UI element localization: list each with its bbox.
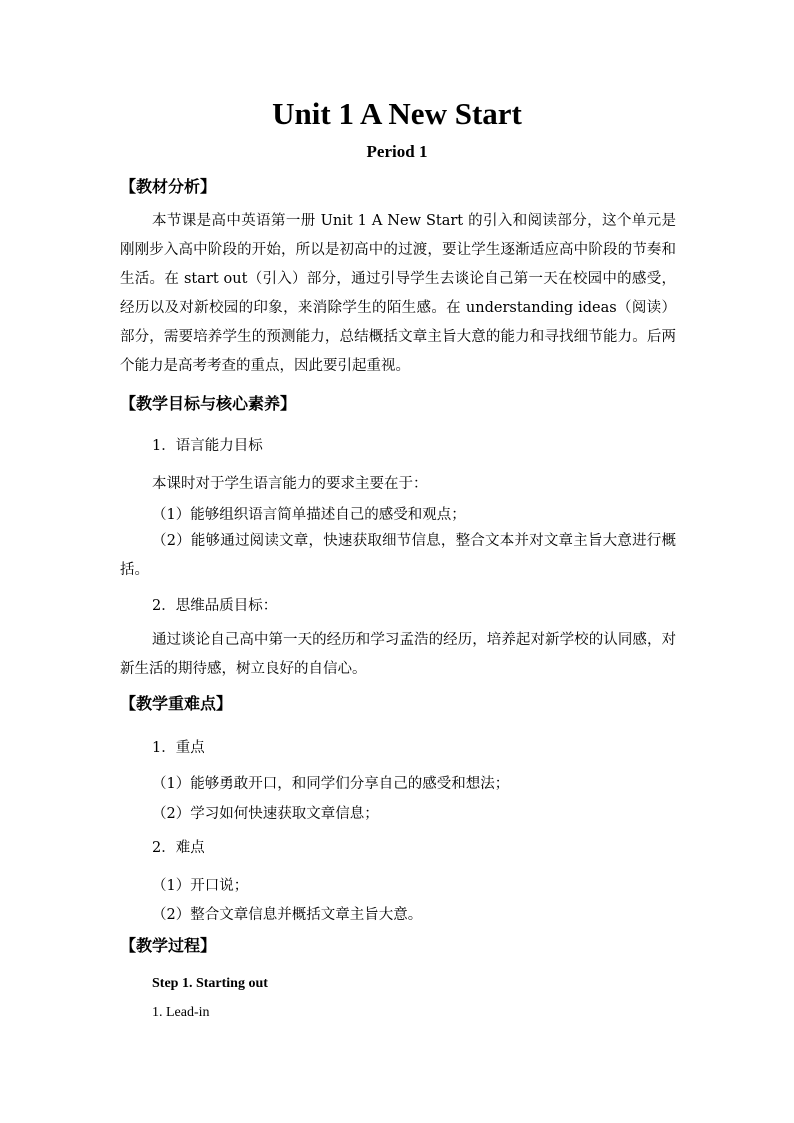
goal2-paragraph: 通过谈论自己高中第一天的经历和学习孟浩的经历，培养起对新学校的认同感，对新生活的期待感，树立良好的自信心。 — [120, 632, 676, 677]
step-1-subitem: 1. Lead-in — [152, 1005, 210, 1020]
goal1-title: 1．语言能力目标 — [152, 438, 263, 454]
goal1-intro: 本课时对于学生语言能力的要求主要在于： — [152, 476, 428, 492]
goal2-title: 2．思维品质目标： — [152, 598, 278, 614]
key2-item-1: （1）开口说； — [152, 878, 249, 894]
key1-item-2: （2）学习如何快速获取文章信息； — [152, 806, 379, 822]
goal1-item-1: （1）能够组织语言简单描述自己的感受和观点； — [152, 507, 466, 523]
key2-title: 2．难点 — [152, 840, 205, 856]
document-subtitle: Period 1 — [366, 142, 428, 161]
section-heading-goals: 【教学目标与核心素养】 — [120, 394, 297, 413]
key1-title: 1．重点 — [152, 740, 205, 756]
section-heading-analysis: 【教材分析】 — [120, 177, 217, 196]
goal1-item-2: （2）能够通过阅读文章，快速获取细节信息，整合文本并对文章主旨大意进行概括。 — [120, 533, 676, 578]
key2-item-2: （2）整合文章信息并概括文章主旨大意。 — [152, 907, 423, 923]
section-heading-key-points: 【教学重难点】 — [120, 694, 233, 713]
key1-item-1: （1）能够勇敢开口，和同学们分享自己的感受和想法； — [152, 776, 510, 792]
document-title: Unit 1 A New Start — [272, 96, 522, 131]
analysis-paragraph: 本节课是高中英语第一册 Unit 1 A New Start 的引入和阅读部分，这个单元是刚刚步入高中阶段的开始，所以是初高中的过渡，要让学生逐渐适应高中阶段的节奏和生活。在 start out（引入）部分，通过引导学生去谈论自己第一天在校园中的感受，经历以及对新校园的印象，来消除学生的陌生感。在 understanding ideas（阅读）部分，需要培养学生的预测能力，总结概括文章主旨大意的能力和寻找细节能力。后两个能力是高考考查的重点，因此要引起重视。 — [120, 213, 676, 374]
section-heading-process: 【教学过程】 — [120, 936, 217, 955]
step-1-title: Step 1. Starting out — [152, 976, 268, 991]
